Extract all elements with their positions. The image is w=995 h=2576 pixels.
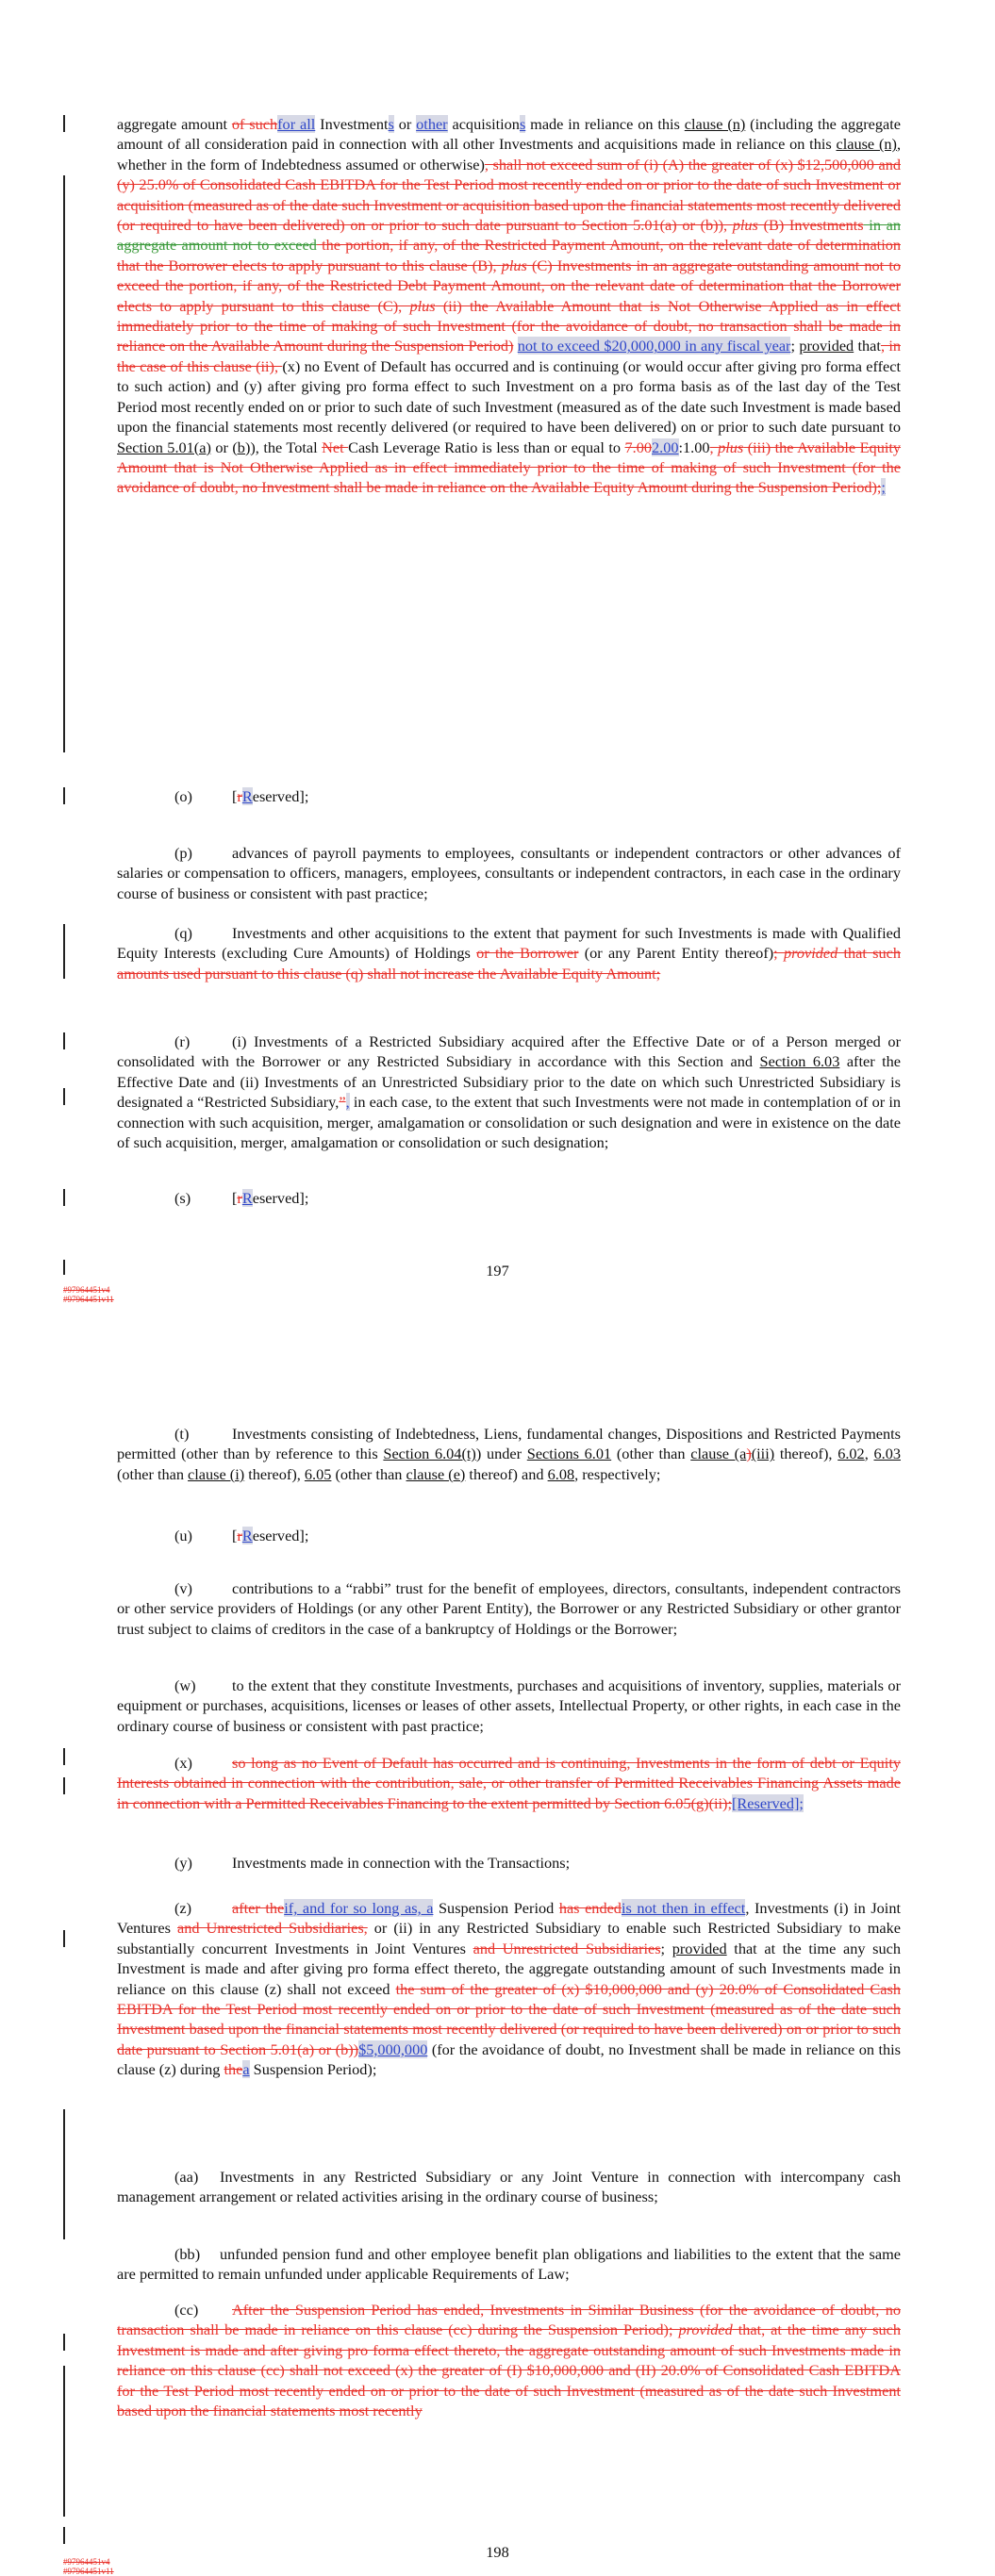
change-bar bbox=[63, 2109, 65, 2239]
change-bar bbox=[63, 1748, 65, 1765]
clause-o: (o) [rReserved]; bbox=[174, 787, 309, 805]
change-bar bbox=[63, 2334, 65, 2351]
clause-aa: (aa) Investments in any Restricted Subsidiary or any Joint Venture in connection with intercompany cash management arrangement or related activities arising in the ordinary course of business; bbox=[117, 2168, 901, 2206]
change-bar bbox=[63, 1260, 65, 1275]
doc-id-old: #97964451v4 bbox=[63, 1285, 110, 1295]
doc-id-new: #97964451v11 bbox=[63, 2567, 114, 2576]
clause-z: (z) after theif, and for so long as, a Suspension Period has endedis not then in effect, Investments (i) in Joint Ventures and Unrestricted Subsidiaries, or (ii) in any Restricted Subsidiary to enable such Restricted Subsidiary to make substantially concurrent Investments in Joint Ventures and Unrestricted Subsidiaries; provided that at the time any such Investment is made and after giving pro forma effect thereto, the aggregate outstanding amount of such Investments made in reliance on this clause (z) shall not exceed the sum of the greater of (x) $10,000,000 and (y) 20.0% of Consolidated Cash EBITDA for the Test Period most recently ended on or prior to the date of such Investment (measured as of the date such Investment based upon the financial statements most recently delivered (or required to have been delivered) on or prior to such date pursuant to Section 5.01(a) or (b))$5,000,000 (for the avoidance of doubt, no Investment shall be made in reliance on this clause (z) during thea Suspension Period); bbox=[117, 1899, 902, 2079]
change-bar bbox=[63, 924, 65, 979]
page-number: 197 bbox=[486, 1262, 509, 1280]
clause-x: (x) so long as no Event of Default has occurred and is continuing, Investments in the form of debt or Equity Interests obtained in connection with the contribution, sale, or other transfer of Permitted Receivables Financing Assets made in connection with a Permitted Receivables Financing to the extent permitted by Section 6.05(g)(ii);[Reserved]; bbox=[117, 1754, 901, 1812]
clause-y: (y) Investments made in connection with the Transactions; bbox=[174, 1854, 571, 1872]
doc-id-new: #97964451v11 bbox=[63, 1295, 114, 1304]
change-bar bbox=[63, 175, 65, 752]
clause-p: (p) advances of payroll payments to employees, consultants or independent contractors or other advances of salaries or compensation to officers, managers, employees, consultants or independent contractors, in each case in the ordinary course of business or consistent with past practice; bbox=[117, 844, 901, 902]
clause-q: (q) Investments and other acquisitions to the extent that payment for such Investments is made with Qualified Equity Interests (excluding Cure Amounts) of Holdings or the Borrower (or any Parent Entity thereof); provided that such amounts used pursuant to this clause (q) shall not increase the Available Equity Amount; bbox=[117, 924, 902, 983]
clause-r: (r) (i) Investments of a Restricted Subsidiary acquired after the Effective Date or of a Person merged or consolidated with the Borrower or any Restricted Subsidiary in accordance with this Section and Section 6.03 after the Effective Date and (ii) Investments of an Unrestricted Subsidiary prior to the date on which such Unrestricted Subsidiary is designated a “Restricted Subsidiary,”, in each case, to the extent that such Investments were not made in contemplation of or in connection with such acquisition, merger, amalgamation or consolidation or such designation and were in existence on the date of such acquisition, merger, amalgamation or consolidation or such designation; bbox=[117, 1032, 901, 1152]
page-number: 198 bbox=[486, 2543, 509, 2561]
change-bar bbox=[63, 1032, 65, 1049]
change-bar bbox=[63, 1777, 65, 1794]
clause-t: (t) Investments consisting of Indebtedness, Liens, fundamental changes, Dispositions and Restricted Payments permitted (other than by reference to this Section 6.04(t)) under Sections 6.01 (other than clause (a)(iii) thereof), 6.02, 6.03 (other than clause (i) thereof), 6.05 (other than clause (e) thereof) and 6.08, respectively; bbox=[117, 1425, 901, 1483]
change-bar bbox=[63, 2366, 65, 2517]
clause-cc: (cc) After the Suspension Period has ended, Investments in Similar Business (for the avoidance of doubt, no transaction shall be made in reliance on this clause (cc) during the Suspension Period); provided that, at the time any such Investment is made and after giving pro forma effect thereto, the aggregate outstanding amount of such Investments made in reliance on this clause (cc) shall not exceed (x) the greater of (I) $10,000,000 and (II) 20.0% of Consolidated Cash EBITDA for the Test Period most recently ended on or prior to the date of such Investment (measured as of the date such Investment based upon the financial statements most recently bbox=[117, 2301, 901, 2420]
clause-bb: (bb) unfunded pension fund and other employee benefit plan obligations and liabilities to the extent that the same are permitted to remain unfunded under applicable Requirements of Law; bbox=[117, 2245, 901, 2284]
change-bar bbox=[63, 1189, 65, 1206]
change-bar bbox=[63, 1088, 65, 1105]
clause-s: (s) [rReserved]; bbox=[174, 1189, 309, 1207]
doc-id-old: #97964451v4 bbox=[63, 2557, 110, 2567]
page-198 bbox=[0, 1287, 995, 2574]
change-bar bbox=[63, 115, 65, 132]
clause-v: (v) contributions to a “rabbi” trust for the benefit of employees, directors, consultants, independent contractors or other service providers of Holdings (or any other Parent Entity), the Borrower or any Restricted Subsidiary or other grantor trust subject to claims of creditors in the case of a bankruptcy of Holdings or the Borrower; bbox=[117, 1579, 901, 1638]
paragraph-n-continuation: aggregate amount of suchfor all Investments or other acquisitions made in reliance on this clause (n) (including the aggregate amount of all consideration paid in connection with all other Investments and acquisitions made in reliance on this clause (n), whether in the form of Indebtedness assumed or otherwise), shall not exceed sum of (i) (A) the greater of (x) $12,500,000 and (y) 25.0% of Consolidated Cash EBITDA for the Test Period most recently ended on or prior to the date of such Investment or acquisition (measured as of the date such Investment or acquisition based upon the financial statements most recently delivered (or required to have been delivered) on or prior to such date pursuant to Section 5.01(a) or (b)), plus (B) Investments in an aggregate amount not to exceed the portion, if any, of the Restricted Payment Amount, on the relevant date of determination that the Borrower elects to apply pursuant to this clause (B), plus (C) Investments in an aggregate outstanding amount not to exceed the portion, if any, of the Restricted Debt Payment Amount, on the relevant date of determination that the Borrower elects to apply pursuant to this clause (C), plus (ii) the Available Amount that is Not Otherwise Applied as in effect immediately prior to the time of making of such Investment (for the avoidance of doubt, no transaction shall be made in reliance on the Available Amount during the Suspension Period) not to exceed $20,000,000 in any fiscal year; provided that, in the case of this clause (ii), (x) no Event of Default has occurred and is continuing (or would occur after giving pro forma effect to such action) and (y) after giving pro forma effect to such Investment on a pro forma basis as of the last day of the Test Period most recently ended on or prior to such date of such Investment (measured as of the date such Investment is made based upon the financial statements most recently delivered (or required to have been delivered) on or prior to such date pursuant to Section 5.01(a) or (b)), the Total Net Cash Leverage Ratio is less than or equal to 7.002.00:1.00, plus (iii) the Available Equity Amount that is Not Otherwise Applied as in effect immediately prior to the time of making of such Investment (for the avoidance of doubt, no Investment shall be made in reliance on the Available Equity Amount during the Suspension Period);; bbox=[117, 115, 902, 497]
change-bar bbox=[63, 1930, 65, 1947]
clause-w: (w) to the extent that they constitute Investments, purchases and acquisitions of inventory, supplies, materials or equipment or purchases, acquisitions, licenses or leases of other assets, Intellectual Property, or other rights, in each case in the ordinary course of business or consistent with past practice; bbox=[117, 1676, 901, 1735]
change-bar bbox=[63, 2527, 65, 2544]
clause-u: (u) [rReserved]; bbox=[174, 1527, 309, 1544]
change-bar bbox=[63, 787, 65, 804]
